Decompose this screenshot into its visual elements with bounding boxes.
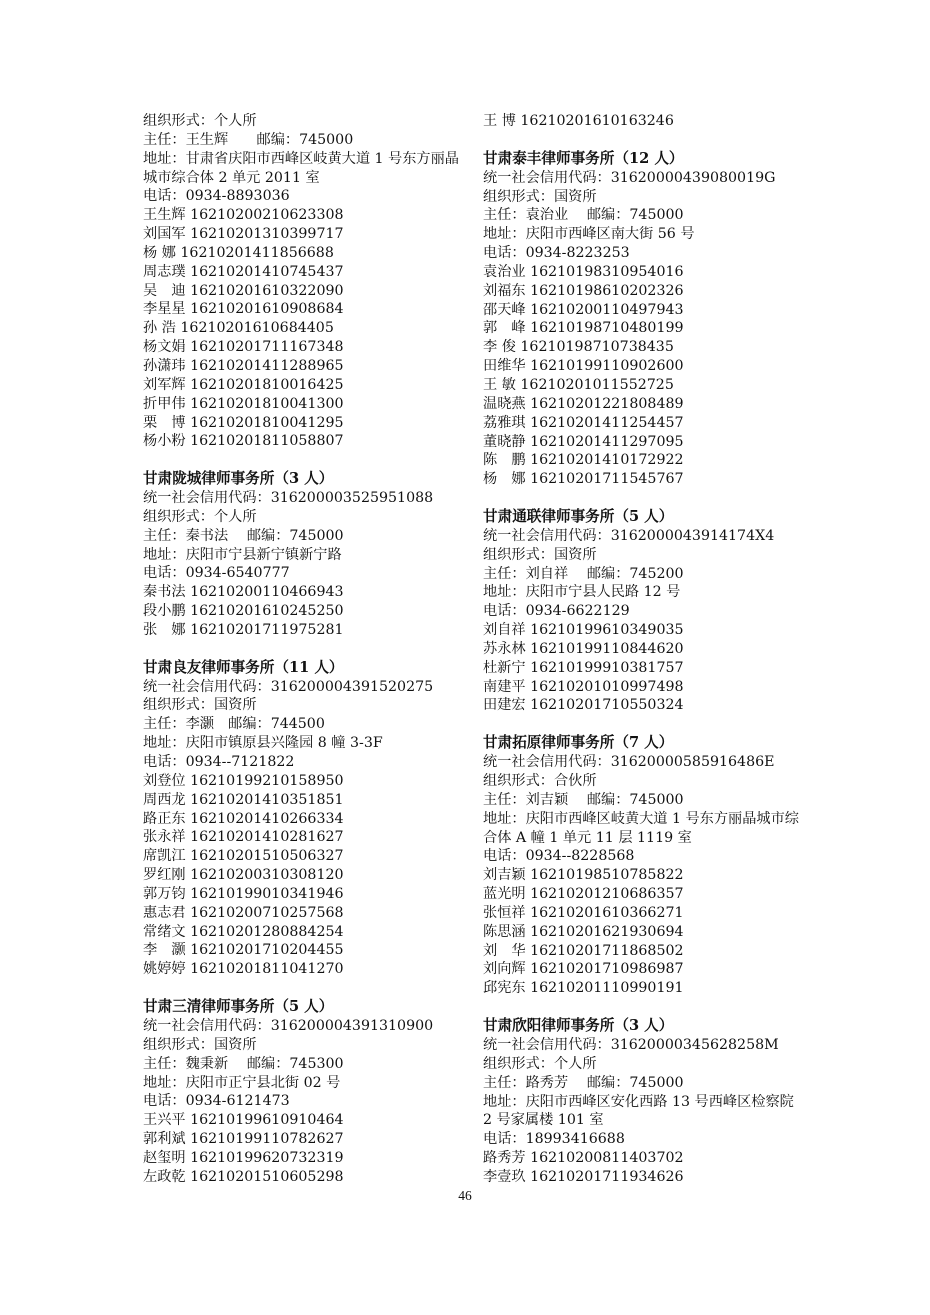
text-line: 孙 浩 16210201610684405: [143, 320, 334, 337]
text-line: 李 灏 16210201710204455: [143, 942, 344, 959]
page-number: 46: [458, 1188, 472, 1203]
left-column: [143, 112, 463, 1187]
text-line: 统一社会信用代码：31620000585916486E: [483, 754, 775, 771]
text-line: 李壹玖 16210201711934626: [483, 1168, 684, 1185]
text-line: 袁治业 16210198310954016: [483, 263, 684, 280]
text-line: 组织形式：个人所: [143, 113, 257, 129]
text-line: 路正东 16210201410266334: [143, 810, 344, 827]
text-line: 电话：0934-6540777: [143, 565, 290, 582]
text-line: 姚婷婷 16210201811041270: [143, 961, 344, 978]
text-line: 王 博 16210201610163246: [483, 113, 674, 129]
text-line: 统一社会信用代码：316200003525951088: [143, 490, 434, 507]
text-line: 苏永林 16210199110844620: [483, 640, 684, 657]
text-line: 主任：王生辉 邮编：745000: [143, 131, 354, 148]
right-column: [483, 112, 803, 1187]
text-line: 孙潇玮 16210201411288965: [143, 357, 344, 374]
text-line: 张恒祥 16210201610366271: [483, 904, 684, 921]
text-line: 统一社会信用代码：316200004391310900: [143, 1017, 434, 1034]
text-line: 秦书法 16210200110466943: [143, 584, 344, 601]
text-line: 主任：刘自祥 邮编：745200: [483, 565, 684, 582]
section-gap: [483, 998, 803, 1017]
firm-title: 甘肃良友律师事务所（11 人）: [143, 658, 344, 676]
text-line: 田建宏 16210201710550324: [483, 697, 684, 714]
text-line: 电话：0934-6622129: [483, 603, 630, 620]
text-line: 电话：0934-6121473: [143, 1093, 290, 1110]
text-line: 地址：庆阳市西峰区岐黄大道 1 号东方丽晶城市综合体 A 幢 1 单元 11 层 1119 室: [483, 810, 799, 846]
text-line: 蓝光明 16210201210686357: [483, 886, 684, 903]
firm-title: 甘肃欣阳律师事务所（3 人）: [483, 1017, 674, 1035]
text-line: 主任：路秀芳 邮编：745000: [483, 1074, 684, 1091]
text-line: 李星星 16210201610908684: [143, 301, 344, 318]
section-gap: [483, 489, 803, 508]
section-gap: [143, 640, 463, 659]
text-line: 陈思涵 16210201621930694: [483, 923, 684, 940]
text-line: 赵玺明 16210199620732319: [143, 1149, 344, 1166]
text-line: 栗 博 16210201810041295: [143, 414, 344, 431]
text-line: 郭利斌 16210199110782627: [143, 1131, 344, 1148]
text-line: 刘吉颖 16210198510785822: [483, 867, 684, 884]
text-line: 常绪文 16210201280884254: [143, 923, 344, 940]
text-line: 地址：庆阳市正宁县北街 02 号: [143, 1074, 341, 1091]
firm-title: 甘肃三清律师事务所（5 人）: [143, 998, 334, 1016]
text-line: 地址：甘肃省庆阳市西峰区岐黄大道 1 号东方丽晶城市综合体 2 单元 2011 室: [143, 150, 459, 186]
text-line: 刘军辉 16210201810016425: [143, 376, 344, 393]
text-line: 周西龙 16210201410351851: [143, 791, 344, 808]
text-line: 刘福东 16210198610202326: [483, 282, 684, 299]
text-line: 主任：刘吉颖 邮编：745000: [483, 791, 684, 808]
text-line: 南建平 16210201010997498: [483, 678, 684, 695]
text-line: 张永祥 16210201410281627: [143, 829, 344, 846]
text-line: 杨小粉 16210201811058807: [143, 433, 344, 450]
text-line: 主任：袁治业 邮编：745000: [483, 207, 684, 224]
text-line: 电话：0934-8223253: [483, 245, 630, 262]
text-line: 郭万钧 16210199010341946: [143, 885, 344, 902]
text-line: 荔雅琪 16210201411254457: [483, 414, 684, 431]
text-line: 组织形式：个人所: [483, 1055, 597, 1072]
text-line: 王生辉 16210200210623308: [143, 207, 344, 224]
text-line: 杜新宁 16210199910381757: [483, 659, 684, 676]
text-line: 陈 鹏 16210201410172922: [483, 452, 684, 469]
text-line: 杨文娟 16210201711167348: [143, 339, 344, 356]
text-line: 邱宪东 16210201110990191: [483, 980, 684, 997]
text-line: 罗红刚 16210200310308120: [143, 867, 344, 884]
text-line: 刘 华 16210201711868502: [483, 942, 684, 959]
text-line: 组织形式：合伙所: [483, 773, 597, 789]
text-line: 董晓静 16210201411297095: [483, 433, 684, 450]
text-line: 电话：18993416688: [483, 1131, 625, 1148]
text-line: 主任：魏秉新 邮编：745300: [143, 1055, 344, 1072]
text-line: 席凯江 16210201510506327: [143, 848, 344, 865]
text-line: 田维华 16210199110902600: [483, 358, 684, 375]
text-line: 张 娜 16210201711975281: [143, 621, 344, 638]
text-line: 路秀芳 16210200811403702: [483, 1150, 684, 1167]
text-line: 王 敏 16210201011552725: [483, 376, 674, 393]
text-line: 刘自祥 16210199610349035: [483, 622, 684, 639]
text-line: 刘登位 16210199210158950: [143, 772, 344, 789]
text-line: 电话：0934--7121822: [143, 754, 295, 770]
text-line: 杨 娜 16210201411856688: [143, 244, 334, 261]
text-line: 主任：秦书法 邮编：745000: [143, 527, 344, 544]
text-line: 刘向辉 16210201710986987: [483, 961, 684, 978]
text-line: 郭 峰 16210198710480199: [483, 320, 684, 337]
firm-title: 甘肃通联律师事务所（5 人）: [483, 508, 674, 526]
text-line: 组织形式：国资所: [483, 188, 597, 205]
text-line: 地址：庆阳市宁县人民路 12 号: [483, 584, 681, 601]
text-line: 折甲伟 16210201810041300: [143, 395, 344, 412]
text-line: 杨 娜 16210201711545767: [483, 471, 684, 488]
section-gap: [143, 451, 463, 470]
firm-title: 甘肃拓原律师事务所（7 人）: [483, 734, 674, 752]
text-line: 统一社会信用代码：31620000345628258M: [483, 1036, 779, 1053]
section-gap: [483, 131, 803, 150]
text-line: 统一社会信用代码：316200004391520275: [143, 678, 434, 695]
text-line: 周志璞 16210201410745437: [143, 263, 344, 280]
text-line: 统一社会信用代码：31620000439080019G: [483, 169, 776, 186]
section-gap: [143, 979, 463, 998]
text-line: 组织形式：国资所: [143, 1036, 257, 1053]
text-line: 统一社会信用代码：3162000043914174X4: [483, 527, 775, 544]
text-line: 惠志君 16210200710257568: [143, 904, 344, 921]
section-gap: [483, 715, 803, 734]
text-line: 温晓燕 16210201221808489: [483, 395, 684, 412]
text-line: 地址：庆阳市镇原县兴隆园 8 幢 3-3F: [143, 735, 383, 752]
text-line: 电话：0934-8893036: [143, 188, 290, 205]
text-line: 李 俊 16210198710738435: [483, 339, 674, 356]
text-line: 组织形式：国资所: [483, 546, 597, 563]
text-line: 刘国军 16210201310399717: [143, 226, 344, 243]
firm-title: 甘肃陇城律师事务所（3 人）: [143, 470, 334, 488]
text-line: 左政乾 16210201510605298: [143, 1168, 344, 1185]
firm-title: 甘肃泰丰律师事务所（12 人）: [483, 149, 684, 167]
text-line: 电话：0934--8228568: [483, 848, 635, 865]
text-line: 王兴平 16210199610910464: [143, 1112, 344, 1129]
text-line: 主任：李灏 邮编：744500: [143, 716, 325, 733]
text-line: 地址：庆阳市西峰区安化西路 13 号西峰区检察院 2 号家属楼 101 室: [483, 1093, 794, 1129]
text-line: 吴 迪 16210201610322090: [143, 282, 344, 299]
text-line: 组织形式：个人所: [143, 508, 257, 525]
text-line: 组织形式：国资所: [143, 697, 257, 714]
text-line: 邵天峰 16210200110497943: [483, 301, 684, 318]
text-line: 段小鹏 16210201610245250: [143, 603, 344, 620]
text-line: 地址：庆阳市西峰区南大街 56 号: [483, 226, 695, 243]
text-line: 地址：庆阳市宁县新宁镇新宁路: [143, 546, 342, 563]
